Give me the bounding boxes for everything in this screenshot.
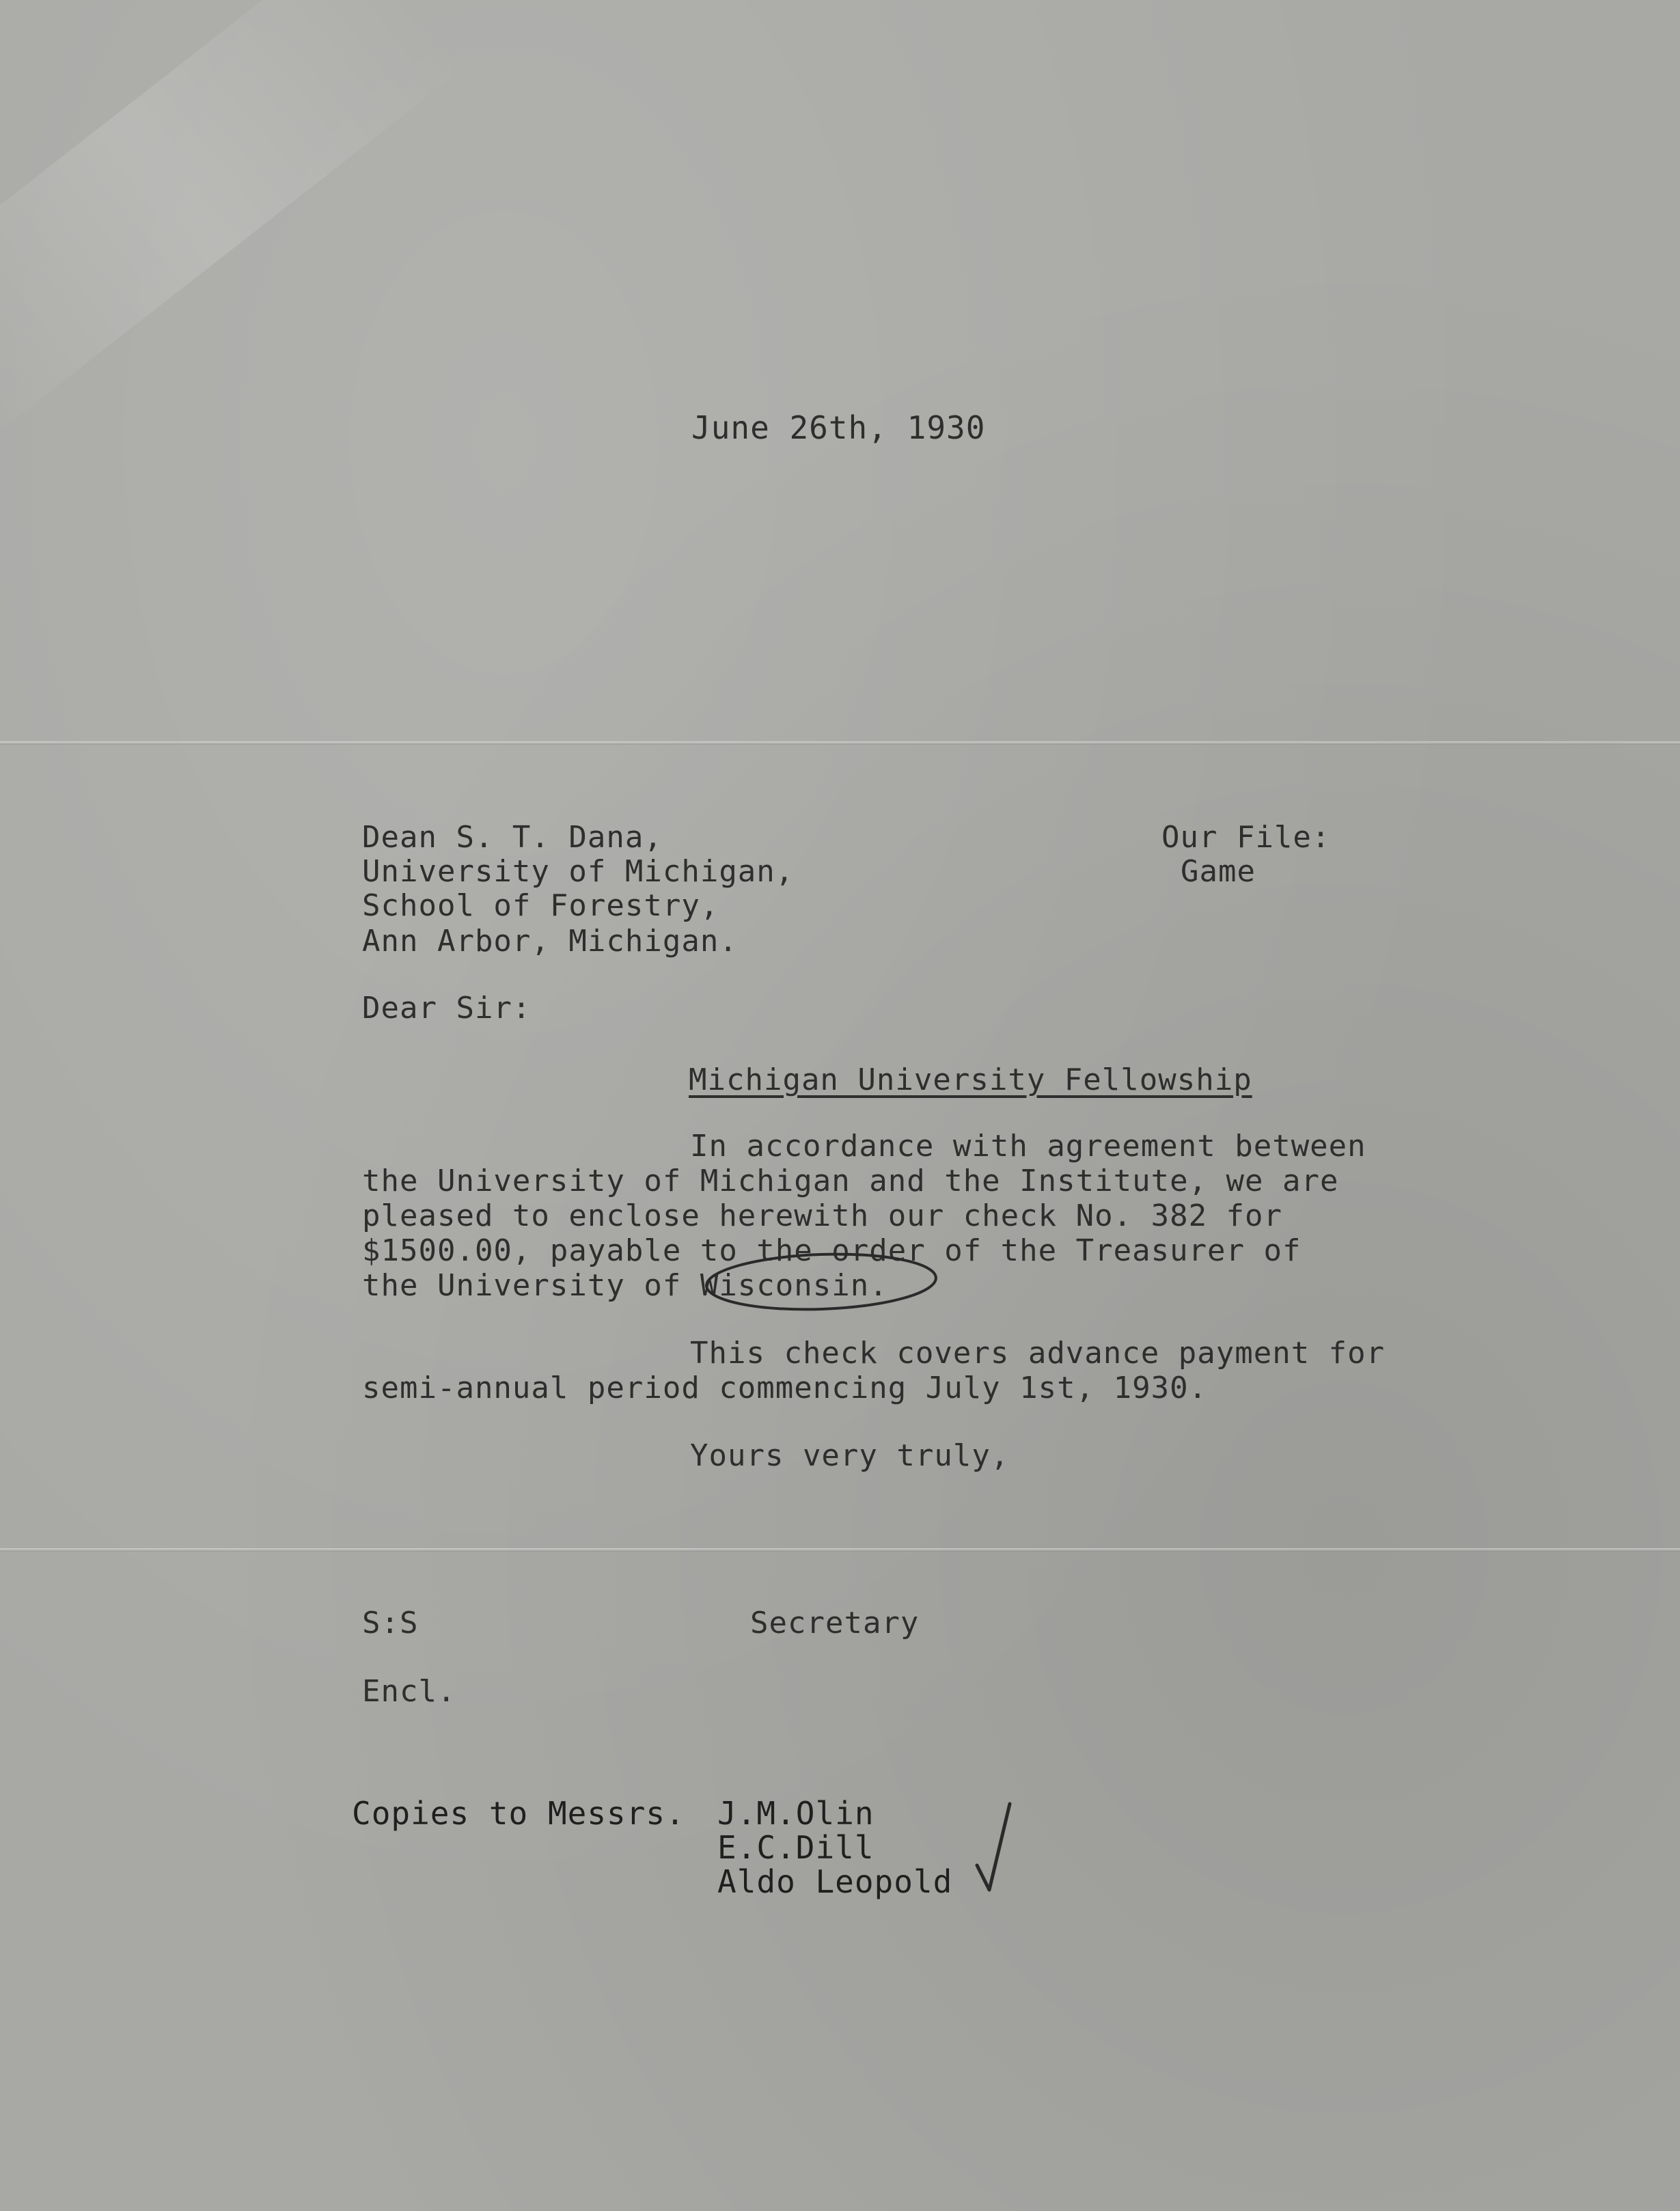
letter-date: June 26th, 1930 [691,409,986,446]
file-value: Game [1181,854,1256,889]
fold-line-upper [0,741,1680,745]
recipient-name: Dean S. T. Dana, [362,820,663,855]
body-line: semi-annual period commencing July 1st, 1930. [362,1371,1208,1405]
enclosure-note: Encl. [362,1674,456,1709]
copy-recipient: J.M.Olin [717,1795,875,1832]
body-line: pleased to enclose herewith our check No. 382 for [362,1198,1283,1233]
body-line: the University of Michigan and the Institute, we are [362,1164,1339,1198]
subject-line: Michigan University Fellowship [689,1062,1252,1097]
body-line: In accordance with agreement between [690,1129,1366,1164]
copies-label: Copies to Messrs. [352,1795,685,1832]
copy-recipient: Aldo Leopold [717,1863,953,1900]
fold-line-lower [0,1548,1680,1552]
tissue-crease [0,0,468,443]
checkmark-icon [977,1804,1010,1890]
copy-recipient: E.C.Dill [717,1829,875,1866]
recipient-city: Ann Arbor, Michigan. [362,924,738,959]
salutation: Dear Sir: [362,991,532,1026]
signer-title: Secretary [750,1606,920,1640]
closing: Yours very truly, [690,1438,1010,1473]
body-line: the University of Wisconsin. [362,1268,888,1303]
recipient-school: School of Forestry, [362,888,719,923]
body-line: This check covers advance payment for [690,1336,1386,1371]
file-label: Our File: [1161,820,1331,855]
recipient-institution: University of Michigan, [362,854,795,889]
initials: S:S [362,1606,419,1640]
body-line: $1500.00, payable to the order of the Treasurer of [362,1233,1302,1268]
